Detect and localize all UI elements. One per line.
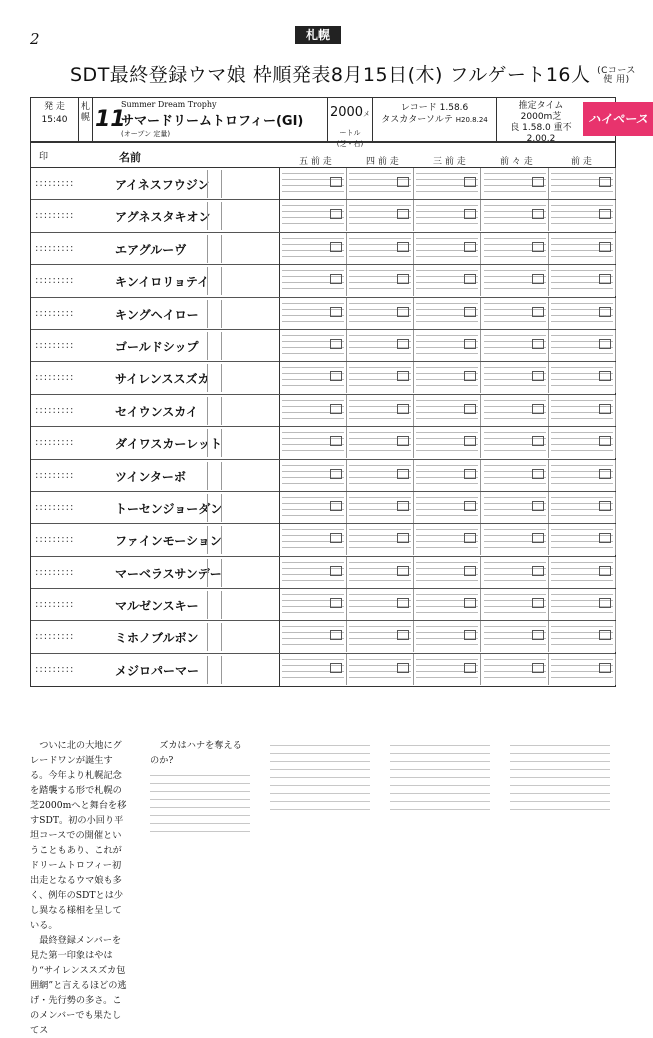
jockey-cell <box>207 623 220 651</box>
finish-position-box <box>599 404 611 414</box>
post-label: 発 走 <box>44 102 65 112</box>
past-race-cell <box>280 298 347 329</box>
finish-position-box <box>397 339 409 349</box>
past-race-cell <box>414 298 481 329</box>
table-row <box>31 330 615 362</box>
finish-position-box <box>532 436 544 446</box>
record-date: H20.8.24 <box>455 116 488 124</box>
finish-position-box <box>532 663 544 673</box>
header-name: 名前 <box>119 151 141 164</box>
finish-position-box <box>532 339 544 349</box>
record-holder: タスカターソルテ <box>381 115 453 125</box>
jockey-cell <box>207 202 220 230</box>
table-row <box>31 265 615 297</box>
finish-position-box <box>532 566 544 576</box>
horse-name: キングヘイロー <box>115 307 199 322</box>
race-class: (オープン 定量) <box>121 130 171 138</box>
finish-position-box <box>464 209 476 219</box>
table-row <box>31 362 615 394</box>
past-race-cell <box>482 427 549 458</box>
past-race-cell <box>549 330 616 361</box>
jockey-cell <box>207 364 220 392</box>
finish-position-box <box>397 566 409 576</box>
jockey-cell <box>207 267 220 295</box>
jockey-cell <box>207 300 220 328</box>
finish-position-box <box>330 501 342 511</box>
past-race-cell <box>414 168 481 199</box>
horse-name: トーセンジョーダン <box>115 501 223 516</box>
finish-position-box <box>330 630 342 640</box>
horse-name: アイネスフウジン <box>115 178 210 192</box>
headline-text: SDT最終登録ウマ娘 枠順発表8月15日(木) フルゲート16人 <box>70 64 591 86</box>
past-race-cell <box>482 330 549 361</box>
past-race-cell <box>280 233 347 264</box>
table-row <box>31 298 615 330</box>
past-race-cell <box>549 524 616 555</box>
table-row <box>31 395 615 427</box>
horse-info-cell <box>221 332 280 360</box>
finish-position-box <box>330 307 342 317</box>
horse-name: マーベラスサンデー <box>115 566 222 581</box>
prediction-marks: ::::::::: <box>35 631 75 643</box>
finish-position-box <box>464 177 476 187</box>
finish-position-box <box>599 371 611 381</box>
finish-position-box <box>330 209 342 219</box>
venue-badge: 札幌 <box>295 26 341 44</box>
prediction-marks: ::::::::: <box>35 372 75 384</box>
past-race-cell <box>414 330 481 361</box>
course-note: (Cコース 使 用) <box>597 65 636 85</box>
horse-info-cell <box>221 397 280 425</box>
past-race-cell <box>347 589 414 620</box>
past-races <box>279 330 616 362</box>
past-race-cell <box>280 460 347 491</box>
past-race-cell <box>414 460 481 491</box>
prediction-marks: ::::::::: <box>35 663 75 675</box>
past-race-cell <box>482 589 549 620</box>
past-race-cell <box>280 557 347 588</box>
past-race-cell <box>549 589 616 620</box>
finish-position-box <box>599 274 611 284</box>
past-races <box>279 395 616 427</box>
finish-position-box <box>599 630 611 640</box>
past-race-cell <box>482 233 549 264</box>
past-race-cell <box>549 362 616 393</box>
finish-position-box <box>599 177 611 187</box>
past-race-cell <box>414 557 481 588</box>
past-race-cell <box>414 427 481 458</box>
horse-info-cell <box>221 526 280 554</box>
past-race-cell <box>549 298 616 329</box>
past-race-cell <box>549 265 616 296</box>
table-row <box>31 589 615 621</box>
prediction-marks: ::::::::: <box>35 275 75 287</box>
past-races <box>279 168 616 200</box>
horse-info-cell <box>221 656 280 684</box>
past-race-cell <box>347 362 414 393</box>
past-race-cell <box>482 265 549 296</box>
finish-position-box <box>464 566 476 576</box>
table-row <box>31 460 615 492</box>
record-time: 1.58.6 <box>439 103 469 113</box>
finish-position-box <box>330 339 342 349</box>
past-race-cell <box>414 395 481 426</box>
past-race-cell <box>280 168 347 199</box>
prediction-marks: ::::::::: <box>35 469 75 481</box>
past-races <box>279 265 616 297</box>
finish-position-box <box>464 469 476 479</box>
past-race-cell <box>347 621 414 652</box>
finish-position-box <box>464 339 476 349</box>
prediction-marks: ::::::::: <box>35 566 75 578</box>
distance-box: 2000メートル (芝・右) <box>327 98 373 141</box>
table-row <box>31 621 615 653</box>
finish-position-box <box>532 404 544 414</box>
past-race-cell <box>414 492 481 523</box>
prediction-marks: ::::::::: <box>35 599 75 611</box>
commentary <box>30 738 616 1036</box>
past-race-cell <box>482 362 549 393</box>
past-race-cell <box>549 654 616 685</box>
horse-info-cell <box>221 591 280 619</box>
entry-table <box>30 142 616 687</box>
finish-position-box <box>464 404 476 414</box>
past-race-cell <box>347 233 414 264</box>
finish-position-box <box>464 307 476 317</box>
table-row <box>31 200 615 232</box>
past-race-cell <box>549 557 616 588</box>
past-race-cell <box>280 654 347 685</box>
race-number: 11 <box>95 107 126 132</box>
past-race-cell <box>280 330 347 361</box>
horse-name: マルゼンスキー <box>115 599 199 614</box>
table-row <box>31 524 615 556</box>
finish-position-box <box>464 630 476 640</box>
race-name: サマードリームトロフィー(GI) <box>121 114 304 129</box>
past-race-cell <box>280 395 347 426</box>
past-race-cell <box>347 298 414 329</box>
past-race-cell <box>347 557 414 588</box>
jockey-cell <box>207 429 220 457</box>
article-col-3 <box>270 738 370 817</box>
horse-name: ミホノブルボン <box>115 631 199 646</box>
past-race-cell <box>280 265 347 296</box>
past-races <box>279 621 616 653</box>
past-race-cell <box>414 200 481 231</box>
prediction-marks: ::::::::: <box>35 501 75 513</box>
finish-position-box <box>330 436 342 446</box>
article-col-4 <box>390 738 490 817</box>
past-race-cell <box>482 492 549 523</box>
page-number: 2 <box>30 30 40 48</box>
jockey-cell <box>207 591 220 619</box>
finish-position-box <box>397 177 409 187</box>
horse-info-cell <box>221 235 280 263</box>
table-row <box>31 233 615 265</box>
jockey-cell <box>207 397 220 425</box>
past-race-cell <box>414 233 481 264</box>
jockey-cell <box>207 170 220 198</box>
prediction-marks: ::::::::: <box>35 534 75 546</box>
finish-position-box <box>599 663 611 673</box>
horse-info-cell <box>221 462 280 490</box>
headline <box>70 60 636 87</box>
horse-name: ツインターボ <box>115 469 186 484</box>
finish-position-box <box>532 598 544 608</box>
past-races <box>279 200 616 232</box>
table-row <box>31 492 615 524</box>
past-races <box>279 524 616 556</box>
past-race-cell <box>347 427 414 458</box>
past-race-cell <box>280 362 347 393</box>
past-race-cell <box>482 557 549 588</box>
horse-name: ゴールドシップ <box>115 339 199 354</box>
past-race-cell <box>549 460 616 491</box>
past-races <box>279 589 616 621</box>
finish-position-box <box>532 242 544 252</box>
finish-position-box <box>330 663 342 673</box>
past-race-cell <box>549 168 616 199</box>
table-row <box>31 654 615 686</box>
finish-position-box <box>532 371 544 381</box>
past-race-cell <box>347 492 414 523</box>
distance: 2000 <box>329 105 364 120</box>
past-race-cell <box>549 621 616 652</box>
past-race-cell <box>347 330 414 361</box>
post-time: 15:40 <box>41 115 68 125</box>
horse-name: キンイロリョテイ <box>115 275 210 290</box>
horse-info-cell <box>221 494 280 522</box>
past-race-cell <box>280 427 347 458</box>
finish-position-box <box>532 274 544 284</box>
past-race-cell <box>280 589 347 620</box>
past-races <box>279 362 616 394</box>
finish-position-box <box>330 533 342 543</box>
horse-name: サイレンススズカ <box>115 372 210 387</box>
estimate-box: 推定タイム 2000m芝 良 1.58.0 重不 2.00.2 <box>510 101 572 144</box>
finish-position-box <box>532 501 544 511</box>
table-row <box>31 557 615 589</box>
finish-position-box <box>599 501 611 511</box>
finish-position-box <box>397 242 409 252</box>
finish-position-box <box>330 177 342 187</box>
past-race-cell <box>414 654 481 685</box>
article-col-5 <box>510 738 610 817</box>
prediction-marks: ::::::::: <box>35 437 75 449</box>
race-name-box <box>121 98 321 141</box>
past-race-cell <box>347 524 414 555</box>
race-venue: 札幌 <box>79 98 93 141</box>
finish-position-box <box>532 209 544 219</box>
past-race-cell <box>414 362 481 393</box>
horse-name: セイウンスカイ <box>115 404 198 419</box>
past-races <box>279 654 616 686</box>
horse-rows <box>31 168 615 686</box>
table-row <box>31 168 615 200</box>
past-races <box>279 460 616 492</box>
finish-position-box <box>397 533 409 543</box>
past-race-cell <box>414 265 481 296</box>
past-race-cell <box>347 200 414 231</box>
finish-position-box <box>532 533 544 543</box>
jockey-cell <box>207 462 220 490</box>
finish-position-box <box>464 533 476 543</box>
horse-info-cell <box>221 267 280 295</box>
finish-position-box <box>532 469 544 479</box>
past-race-cell <box>347 265 414 296</box>
past-race-cell <box>549 200 616 231</box>
finish-position-box <box>397 501 409 511</box>
jockey-cell <box>207 332 220 360</box>
finish-position-box <box>599 209 611 219</box>
finish-position-box <box>330 598 342 608</box>
finish-position-box <box>599 566 611 576</box>
past-race-cell <box>347 168 414 199</box>
finish-position-box <box>464 436 476 446</box>
finish-position-box <box>330 371 342 381</box>
finish-position-box <box>599 242 611 252</box>
prediction-marks: ::::::::: <box>35 404 75 416</box>
high-pace-logo: ハイペース必至 <box>583 102 653 136</box>
finish-position-box <box>397 274 409 284</box>
finish-position-box <box>330 566 342 576</box>
jockey-cell <box>207 656 220 684</box>
finish-position-box <box>599 533 611 543</box>
post-time-box <box>31 98 79 141</box>
jockey-cell <box>207 559 220 587</box>
race-subtitle: Summer Dream Trophy <box>121 100 217 109</box>
horse-name: メジロパーマー <box>115 663 200 678</box>
finish-position-box <box>330 274 342 284</box>
horse-info-cell <box>221 300 280 328</box>
past-race-cell <box>414 524 481 555</box>
finish-position-box <box>464 598 476 608</box>
past-race-cell <box>549 395 616 426</box>
prediction-marks: ::::::::: <box>35 242 75 254</box>
past-race-cell <box>549 427 616 458</box>
table-row <box>31 427 615 459</box>
finish-position-box <box>397 307 409 317</box>
finish-position-box <box>397 469 409 479</box>
finish-position-box <box>599 436 611 446</box>
finish-position-box <box>464 663 476 673</box>
finish-position-box <box>599 339 611 349</box>
past-race-cell <box>549 233 616 264</box>
horse-name: アグネスタキオン <box>115 210 211 225</box>
finish-position-box <box>397 436 409 446</box>
finish-position-box <box>599 598 611 608</box>
finish-position-box <box>464 501 476 511</box>
past-race-cell <box>482 200 549 231</box>
past-race-cell <box>482 395 549 426</box>
past-race-cell <box>482 654 549 685</box>
past-race-cell <box>347 460 414 491</box>
finish-position-box <box>599 469 611 479</box>
past-race-cell <box>549 492 616 523</box>
prediction-marks: ::::::::: <box>35 178 75 189</box>
jockey-cell <box>207 235 220 263</box>
finish-position-box <box>464 274 476 284</box>
horse-name: ダイワスカーレット <box>115 437 223 452</box>
past-races <box>279 557 616 589</box>
past-race-cell <box>482 298 549 329</box>
past-races <box>279 492 616 524</box>
past-race-cell <box>414 589 481 620</box>
horse-info-cell <box>221 170 280 198</box>
horse-info-cell <box>221 623 280 651</box>
past-race-cell <box>482 168 549 199</box>
horse-info-cell <box>221 364 280 392</box>
jockey-cell <box>207 494 220 522</box>
past-race-cell <box>280 200 347 231</box>
past-races <box>279 233 616 265</box>
horse-name: ファインモーション <box>115 534 222 549</box>
finish-position-box <box>397 371 409 381</box>
finish-position-box <box>397 598 409 608</box>
table-header: 印 名前 五 前 走 四 前 走 三 前 走 前 々 走 前 走 <box>31 143 615 168</box>
finish-position-box <box>397 630 409 640</box>
past-race-cell <box>482 460 549 491</box>
finish-position-box <box>532 307 544 317</box>
past-race-cell <box>280 524 347 555</box>
past-race-cell <box>347 654 414 685</box>
article-col-1: ついに北の大地にグレードワンが誕生する。今年より札幌記念を踏襲する形で札幌の芝2000mへと舞台を移すSDT。初の小回り平坦コースでの開催ということもあり、これがドリームトロフィー初出走となるウマ娘も多く、例年のSDTとは少し異なる様相を呈している。 最終登録メンバーを見た第一印象はやはり“サイレンススズカ包囲網”と言えるほどの逃げ・先行勢の多さ。このメンバーでも果たしてス <box>30 740 127 1036</box>
finish-position-box <box>397 404 409 414</box>
prediction-marks: ::::::::: <box>35 210 75 222</box>
past-races <box>279 298 616 330</box>
horse-info-cell <box>221 559 280 587</box>
finish-position-box <box>532 177 544 187</box>
horse-info-cell <box>221 429 280 457</box>
finish-position-box <box>464 371 476 381</box>
prediction-marks: ::::::::: <box>35 339 75 351</box>
finish-position-box <box>397 663 409 673</box>
horse-name: エアグルーヴ <box>115 242 187 257</box>
horse-info-cell <box>221 202 280 230</box>
surface: (芝・右) <box>336 140 364 148</box>
past-races <box>279 427 616 459</box>
finish-position-box <box>532 630 544 640</box>
prediction-marks: ::::::::: <box>35 307 75 319</box>
past-race-cell <box>347 395 414 426</box>
finish-position-box <box>330 242 342 252</box>
past-race-cell <box>482 621 549 652</box>
finish-position-box <box>330 469 342 479</box>
finish-position-box <box>330 404 342 414</box>
past-race-cell <box>414 621 481 652</box>
finish-position-box <box>599 307 611 317</box>
finish-position-box <box>397 209 409 219</box>
past-race-cell <box>280 621 347 652</box>
record-box: レコード 1.58.6 タスカターソルテ H20.8.24 <box>373 98 497 141</box>
past-race-cell <box>280 492 347 523</box>
jockey-cell <box>207 526 220 554</box>
finish-position-box <box>464 242 476 252</box>
past-race-cell <box>482 524 549 555</box>
article-col-2: ズカはハナを奪えるのか? <box>150 738 250 839</box>
